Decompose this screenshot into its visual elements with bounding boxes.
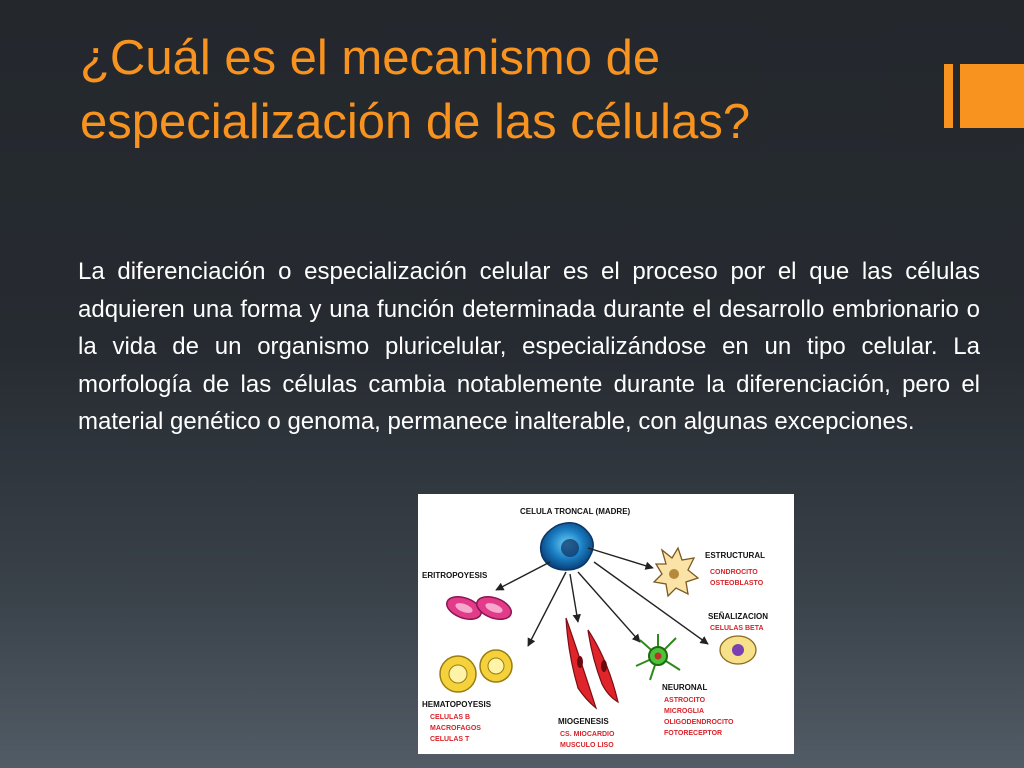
stem-cell-label: CELULA TRONCAL (MADRE): [520, 507, 631, 516]
miogenesis-heading: MIOGENESIS: [558, 717, 609, 726]
slide-title: ¿Cuál es el mecanismo de especialización de las células?: [80, 31, 751, 149]
structural-cell-icon: [654, 548, 698, 596]
hematopoyesis-item-celulas-t: CELULAS T: [430, 736, 470, 743]
estructural-item-osteoblasto: OSTEOBLASTO: [710, 580, 764, 587]
miogenesis-item-musculo-liso: MUSCULO LISO: [560, 742, 614, 749]
cell-differentiation-figure: [418, 494, 794, 754]
hematopoyesis-item-celulas-b: CELULAS B: [430, 714, 471, 721]
hematopoyesis-heading: HEMATOPOYESIS: [422, 700, 492, 709]
neuronal-item-astrocito: ASTROCITO: [664, 697, 706, 704]
neuronal-item-fotoreceptor: FOTORECEPTOR: [664, 730, 723, 737]
accent-bar-thin: [944, 64, 953, 128]
neuronal-item-microglia: MICROGLIA: [664, 708, 705, 715]
senalizacion-item-celulas-beta: CELULAS BETA: [710, 625, 764, 632]
miogenesis-item-cs-miocardio: CS. MIOCARDIO: [560, 731, 615, 738]
slide-body-text: La diferenciación o especialización celular es el proceso por el que las células adquieren una forma y una función determinada durante el desarrollo embrionario o la vida de un organismo pluricelular, especializándose en un tipo celular. La morfología de las células cambia notablemente durante la diferenciación, pero el material genético o genoma, permanece inalterable, con algunas excepciones.: [78, 258, 980, 436]
muscle-cells-icon: [566, 618, 618, 708]
hematopoyesis-item-macrofagos: MACROFAGOS: [430, 725, 481, 732]
neuron-cell-icon: [636, 634, 680, 680]
estructural-heading: ESTRUCTURAL: [705, 551, 765, 560]
red-blood-cells-icon: [444, 592, 515, 623]
beta-cell-icon: [720, 636, 756, 664]
estructural-item-condrocito: CONDROCITO: [710, 569, 758, 576]
accent-square: [960, 64, 1024, 128]
neuronal-heading: NEURONAL: [662, 683, 708, 692]
blood-stem-cells-icon: [440, 650, 512, 692]
neuronal-item-oligodendrocito: OLIGODENDROCITO: [664, 719, 734, 726]
senalizacion-heading: SEÑALIZACION: [708, 612, 768, 621]
eritropoyesis-heading: ERITROPOYESIS: [422, 571, 488, 580]
